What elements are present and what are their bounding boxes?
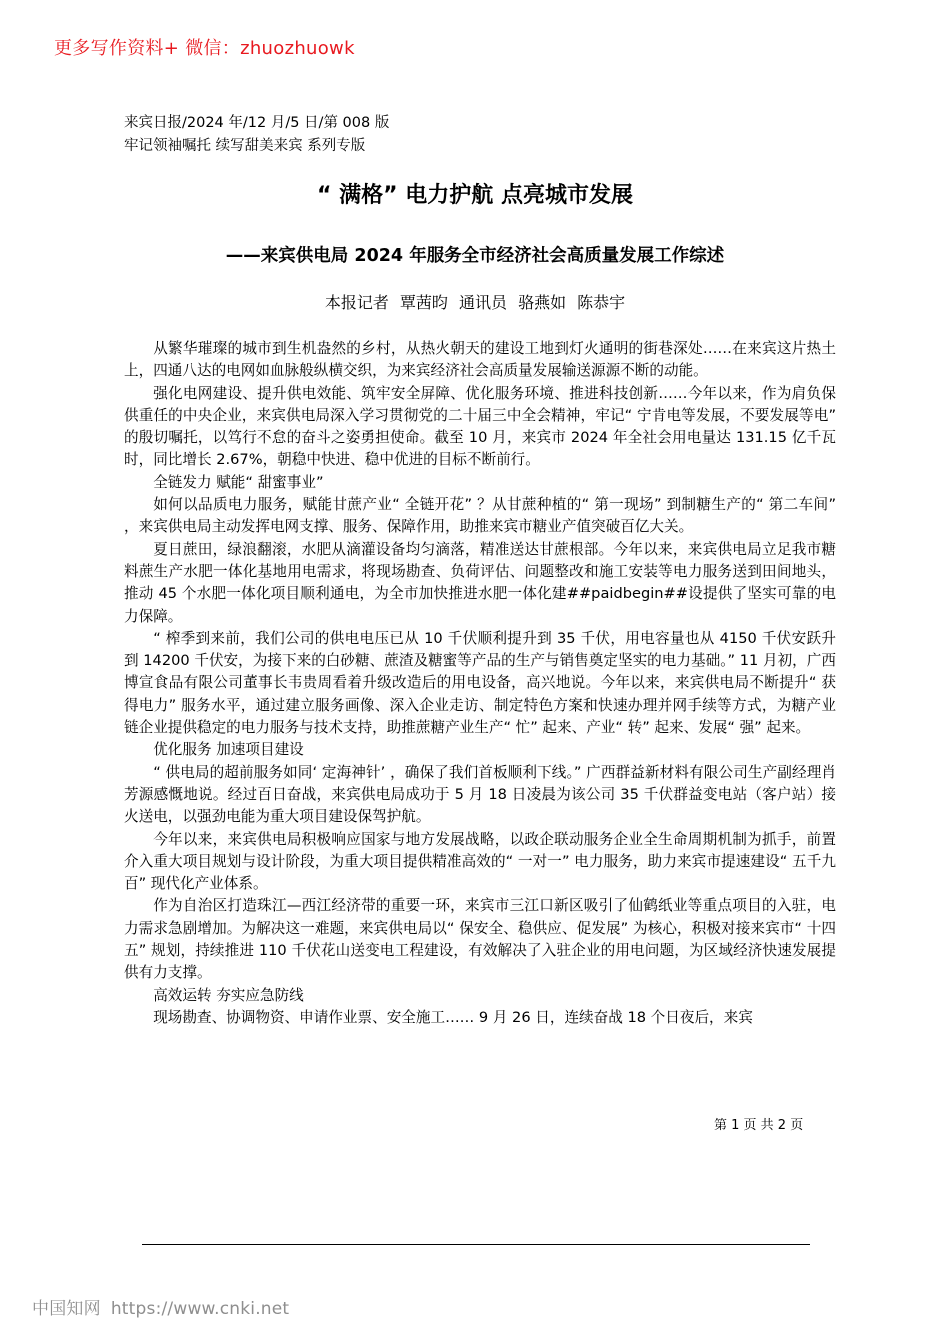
paragraph: “ 榨季到来前，我们公司的供电电压已从 10 千伏顺利提升到 35 千伏，用电容量也从 4150 千伏安跃升到 14200 千伏安，为接下来的白砂糖、蔗渣及糖蜜等产品的生产与销售奠定坚实的电力基础。” 11 月初，广西博宣食品有限公司董事长韦贵周看着升级改造后的用电设备，高兴地说。今年以来，来宾供电局不断提升“ 获得电力” 服务水平，通过建立服务画像、深入企业走访、制定特色方案和快速办理并网手续等方式，为糖产业链企业提供稳定的电力服务与技术支持，助推蔗糖产业生产“ 忙” 起来、产业“ 转” 起来、发展“ 强” 起来。 <box>124 629 836 737</box>
section-heading-projects: 优化服务 加速项目建设 <box>153 741 304 759</box>
page-number: 第 1 页 共 2 页 <box>714 1118 804 1133</box>
article-body <box>124 338 836 1029</box>
article-subtitle: ——来宾供电局 2024 年服务全市经济社会高质量发展工作综述 <box>225 246 725 266</box>
paragraph: 现场勘查、协调物资、申请作业票、安全施工…… 9 月 26 日，连续奋战 18 个日夜后，来宾 <box>153 1008 753 1026</box>
article-meta <box>124 112 389 158</box>
paragraph: 如何以品质电力服务，赋能甘蔗产业“ 全链开花” ？从甘蔗种植的“ 第一现场” 到制糖生产的“ 第二车间” ，来宾供电局主动发挥电网支撑、服务、保障作用，助推来宾市糖业产值突破百亿大关。 <box>124 496 836 536</box>
paragraph: 作为自治区打造珠江—西江经济带的重要一环，来宾市三江口新区吸引了仙鹤纸业等重点项目的入驻，电力需求急剧增加。为解决这一难题，来宾供电局以“ 保安全、稳供应、促发展” 为核心，积极对接来宾市“ 十四五” 规划，持续推进 110 千伏花山送变电工程建设，有效解决了入驻企业的用电问题，为区域经济快速发展提供有力支撑。 <box>124 897 836 982</box>
paragraph: 今年以来，来宾供电局积极响应国家与地方发展战略，以政企联动服务企业全生命周期机制为抓手，前置介入重大项目规划与设计阶段，为重大项目提供精准高效的“ 一对一” 电力服务，助力来宾市提速建设“ 五千九百” 现代化产业体系。 <box>124 830 836 893</box>
cnki-watermark <box>32 1294 289 1319</box>
promo-banner: 更多写作资料+ 微信：zhuozhuowk <box>54 38 355 59</box>
paragraph: 夏日蔗田，绿浪翻滚，水肥从滴灌设备均匀滴落，精准送达甘蔗根部。今年以来，来宾供电局立足我市糖料蔗生产水肥一体化基地用电需求，将现场勘查、负荷评估、问题整改和施工安装等电力服务送到田间地头，推动 45 个水肥一体化项目顺利通电，为全市加快推进水肥一体化建##paidbegin##设提供了坚实可靠的电力保障。 <box>124 540 836 625</box>
section-heading-sugar: 全链发力 赋能“ 甜蜜事业” <box>153 473 324 491</box>
section-heading-emergency: 高效运转 夯实应急防线 <box>153 986 304 1004</box>
watermark-url: https://www.cnki.net <box>110 1299 290 1319</box>
watermark-brand: 中国知网 <box>32 1299 101 1319</box>
article-title: “ 满格” 电力护航 点亮城市发展 <box>317 183 633 208</box>
paragraph-intro: 从繁华璀璨的城市到生机盎然的乡村，从热火朝天的建设工地到灯火通明的街巷深处……在来宾这片热土上，四通八达的电网如血脉般纵横交织，为来宾经济社会高质量发展输送源源不断的动能。 <box>124 340 836 380</box>
article-byline: 本报记者 覃茜昀 通讯员 骆燕如 陈恭宇 <box>324 293 626 312</box>
paragraph: 强化电网建设、提升供电效能、筑牢安全屏障、优化服务环境、推进科技创新……今年以来，作为肩负保供重任的中央企业，来宾供电局深入学习贯彻党的二十届三中全会精神，牢记“ 宁肯电等发展，不要发展等电” 的殷切嘱托，以笃行不怠的奋斗之姿勇担使命。截至 10 月，来宾市 2024 年全社会用电量达 131.15 亿千瓦时，同比增长 2.67%，朝稳中快进、稳中优进的目标不断前行。 <box>124 384 836 469</box>
publication-info: 来宾日报/2024 年/12 月/5 日/第 008 版 <box>124 115 390 131</box>
column-name: 牢记领袖嘱托 续写甜美来宾 系列专版 <box>124 138 366 154</box>
footer-divider <box>142 1244 810 1245</box>
paragraph: “ 供电局的超前服务如同‘ 定海神针’ ，确保了我们首板顺利下线。” 广西群益新材料有限公司生产副经理肖芳源感慨地说。经过百日奋战，来宾供电局成功于 5 月 18 日凌晨为该公司 35 千伏群益变电站（客户站）接火送电，以强劲电能为重大项目建设保驾护航。 <box>124 763 836 826</box>
